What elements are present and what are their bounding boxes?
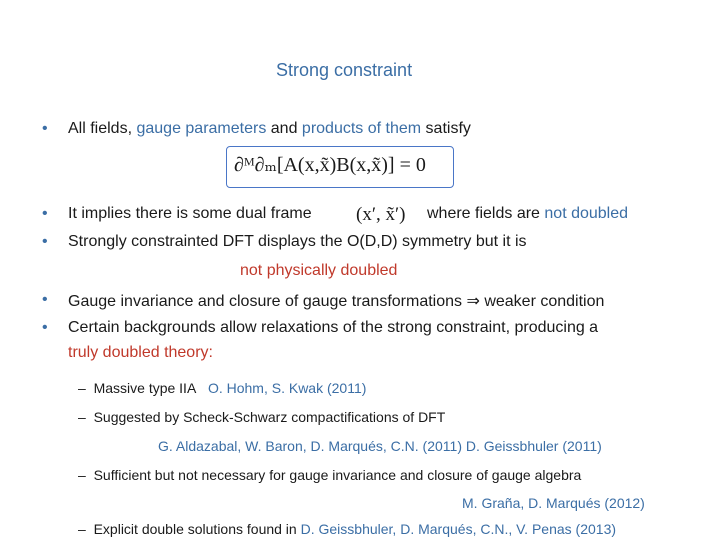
slide-title: Strong constraint <box>276 60 413 80</box>
bullet-3-not-physically-doubled: not physically doubled <box>240 262 398 279</box>
bullet-1-products: products of them <box>301 120 422 137</box>
bullet-2-text: It implies there is some dual frame <box>68 205 312 222</box>
bullet-1-text-b: and <box>266 120 302 137</box>
sub-item-1-ref: O. Hohm, S. Kwak (2011) <box>207 380 367 396</box>
bullet-2-tail <box>427 205 628 223</box>
bullet-4-text-a: Gauge invariance and closure of gauge transformations <box>68 293 463 310</box>
sub-item-2-ref: G. Aldazabal, W. Baron, D. Marqués, C.N. (2011) D. Geissbhuler (2011) <box>158 438 602 454</box>
dual-frame-math: (x′, x̃′) <box>356 204 406 225</box>
bullet-dot: • <box>42 233 48 250</box>
sub-item-3-text: Sufficient but not necessary for gauge invariance and closure of gauge algebra <box>93 467 582 483</box>
bullet-3-text: Strongly constrainted DFT displays the O(D,D) symmetry but it is <box>68 233 527 250</box>
bullet-1 <box>68 120 471 138</box>
bullet-1-text-a: All fields, <box>68 120 137 137</box>
strong-constraint-equation: ∂ᴹ∂ₘ[A(x,x̃)B(x,x̃)] = 0 <box>234 154 426 176</box>
sub-item-3 <box>78 467 581 483</box>
sub-item-4 <box>78 521 616 537</box>
implies-arrow-icon: ⇒ <box>466 293 480 310</box>
dash: – <box>78 380 86 396</box>
bullet-dot: • <box>42 319 48 336</box>
dash: – <box>78 521 86 537</box>
dash: – <box>78 409 86 425</box>
bullet-1-text-c: satisfy <box>421 120 471 137</box>
sub-item-4-text: Explicit double solutions found in <box>93 521 301 537</box>
bullet-5-truly-doubled: truly doubled theory: <box>68 344 213 361</box>
bullet-dot: • <box>42 291 48 308</box>
bullet-2-text-b: where fields are <box>427 205 545 222</box>
bullet-4 <box>68 291 604 311</box>
bullet-dot: • <box>42 205 48 222</box>
bullet-1-gauge-parameters: gauge parameters <box>136 120 267 137</box>
sub-item-2-text: Suggested by Scheck-Schwarz compactifications of DFT <box>93 409 446 425</box>
sub-item-3-ref: M. Graña, D. Marqués (2012) <box>462 495 645 511</box>
bullet-dot: • <box>42 120 48 137</box>
bullet-2-not-doubled: not doubled <box>544 205 629 222</box>
sub-item-1-text: Massive type IIA <box>93 380 197 396</box>
sub-item-4-ref: D. Geissbhuler, D. Marqués, C.N., V. Penas (2013) <box>300 521 617 537</box>
bullet-4-text-b: weaker condition <box>484 293 605 310</box>
dash: – <box>78 467 86 483</box>
sub-item-1 <box>78 380 366 396</box>
bullet-5-text: Certain backgrounds allow relaxations of the strong constraint, producing a <box>68 319 599 336</box>
sub-item-2 <box>78 409 445 425</box>
